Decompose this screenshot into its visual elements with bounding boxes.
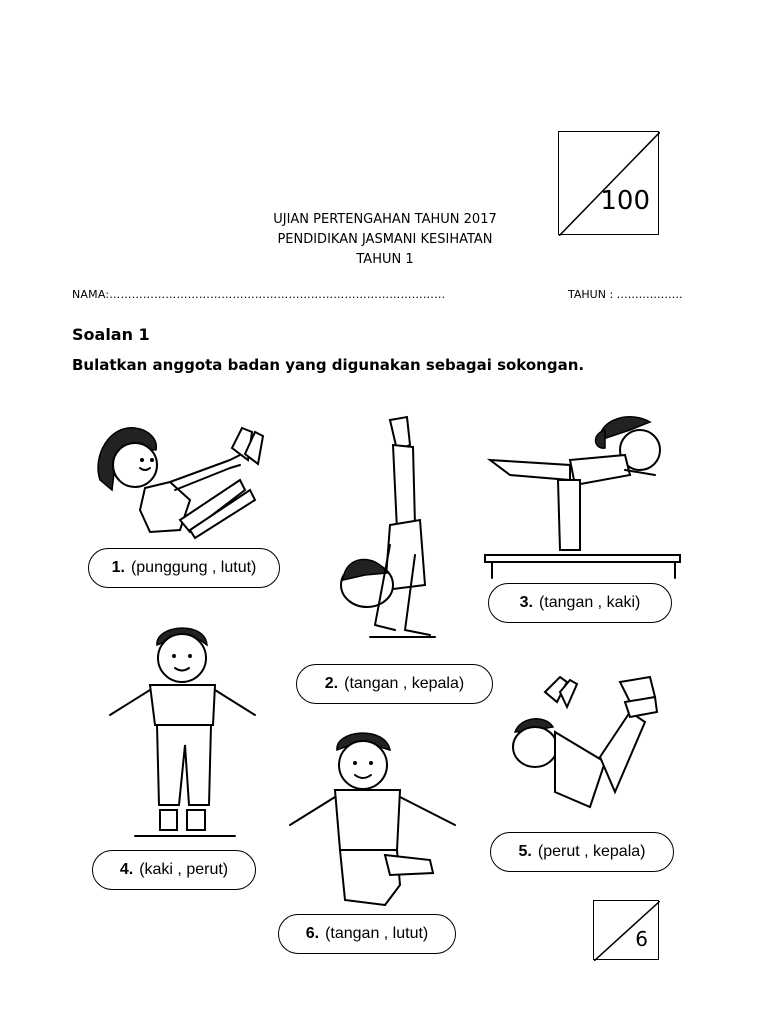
mark-total: 6 [635,927,648,951]
exam-header [200,210,570,270]
question-title: Soalan 1 [72,325,150,344]
kneeling-boy-illustration [285,725,465,915]
balance-girl-illustration [480,410,685,580]
jumping-boy-illustration [105,620,265,840]
subject-title: PENDIDIKAN JASMANI KESIHATAN [277,232,493,247]
answer-option-1[interactable]: 1. (punggung , lutut) [88,548,280,588]
name-field[interactable]: NAMA:……………………………………………………………………………… [72,288,446,301]
year-field[interactable]: TAHUN : ……………… [568,288,683,301]
diagonal-line-icon [559,132,660,236]
score-box [558,131,659,235]
mark-box [593,900,659,960]
superman-boy-illustration [505,672,665,817]
answer-option-4[interactable]: 4. (kaki , perut) [92,850,256,890]
answer-option-5[interactable]: 5. (perut , kepala) [490,832,674,872]
exam-title: UJIAN PERTENGAHAN TAHUN 2017 [273,212,497,227]
score-total: 100 [600,186,650,216]
diagonal-line-icon [594,901,660,961]
answer-option-2[interactable]: 2. (tangan , kepala) [296,664,493,704]
handstand-boy-illustration [335,415,445,650]
year-title: TAHUN 1 [356,252,414,267]
question-instruction: Bulatkan anggota badan yang digunakan sebagai sokongan. [72,356,585,374]
answer-option-3[interactable]: 3. (tangan , kaki) [488,583,672,623]
answer-option-6[interactable]: 6. (tangan , lutut) [278,914,456,954]
v-sit-girl-illustration [90,420,280,540]
